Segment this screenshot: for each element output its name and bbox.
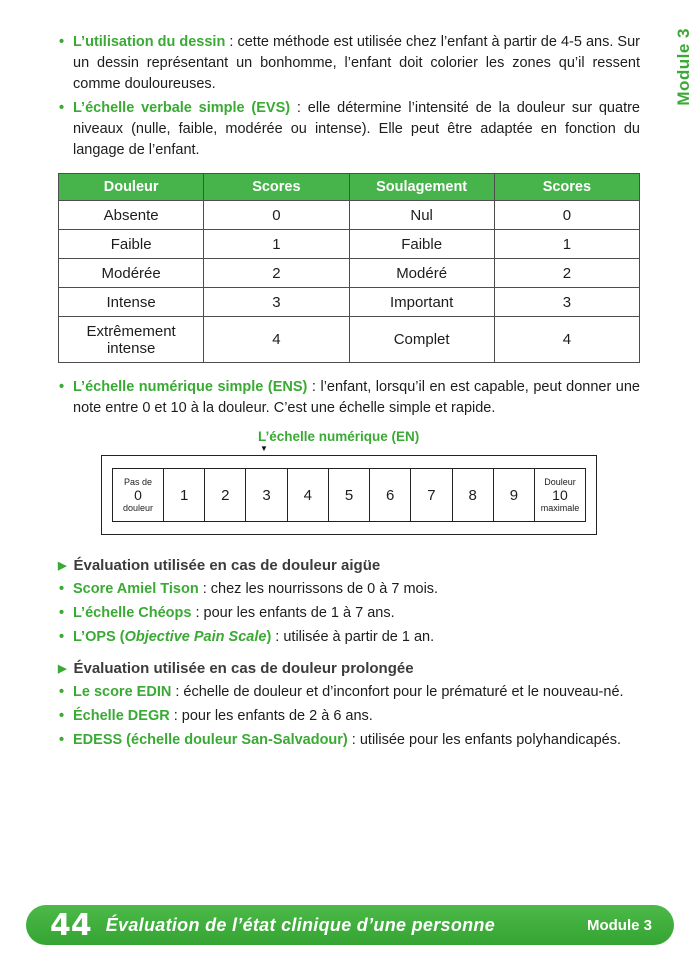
- table-cell: 2: [494, 259, 639, 288]
- bullet-icon: •: [59, 100, 65, 116]
- item-text: : pour les enfants de 2 à 6 ans.: [169, 708, 373, 724]
- table-cell: Important: [349, 288, 494, 317]
- table-row: [59, 288, 640, 317]
- section-heading: [58, 557, 640, 574]
- bullet-icon: •: [59, 629, 65, 645]
- table-cell: 1: [494, 230, 639, 259]
- scale-end-cell: [112, 468, 164, 522]
- scale-number-cell: 8: [452, 468, 494, 522]
- table-row: [59, 201, 640, 230]
- prolonged-pain-items: [58, 682, 640, 751]
- bullet-icon: •: [59, 684, 65, 700]
- scale-number-cell: 7: [410, 468, 452, 522]
- table-header-cell: Scores: [494, 174, 639, 201]
- table-cell: Nul: [349, 201, 494, 230]
- table-cell: Absente: [59, 201, 204, 230]
- item-text: : pour les enfants de 1 à 7 ans.: [191, 605, 395, 621]
- table-cell: Modérée: [59, 259, 204, 288]
- section-prolonged-pain: [58, 660, 640, 751]
- item-text: : l’enfant, lorsqu’il en est capable, peut donner une note entre 0 et 10 à la douleur. C’est une échelle simple et rapide.: [73, 379, 640, 416]
- table-cell: 2: [204, 259, 349, 288]
- scale-end-label-bottom: maximale: [540, 503, 580, 513]
- scale-number-cell: 5: [328, 468, 370, 522]
- item-lead-italic: Objective Pain Scale: [124, 629, 267, 645]
- item-lead: L’échelle verbale simple (EVS): [73, 100, 291, 116]
- item-lead: L’OPS (: [73, 629, 125, 645]
- item-text: : elle détermine l’intensité de la douleur sur quatre niveaux (nulle, faible, modérée ou intense). Elle peut être adaptée en fonction du langage de l’enfant.: [73, 100, 640, 158]
- triangle-bullet-icon: ▶: [58, 560, 67, 572]
- module-vertical-label: Module 3: [674, 28, 693, 106]
- list-item: [58, 32, 640, 95]
- bullet-icon: •: [59, 379, 65, 395]
- item-lead: EDESS (échelle douleur San-Salvadour): [73, 732, 348, 748]
- table-cell: Complet: [349, 317, 494, 363]
- scale-end-number: 10: [552, 487, 568, 503]
- table-header-cell: Douleur: [59, 174, 204, 201]
- item-text: : chez les nourrissons de 0 à 7 mois.: [198, 581, 439, 597]
- table-cell: 3: [204, 288, 349, 317]
- bullet-icon: •: [59, 581, 65, 597]
- section-heading-text: Évaluation utilisée en cas de douleur prolongée: [73, 660, 414, 677]
- table-cell: Faible: [349, 230, 494, 259]
- table-cell: 3: [494, 288, 639, 317]
- numeric-scale-box: [101, 455, 597, 535]
- scale-number-cell: 4: [287, 468, 329, 522]
- item-lead: Score Amiel Tison: [73, 581, 199, 597]
- table-header-cell: Scores: [204, 174, 349, 201]
- evs-table-header-row: [59, 174, 640, 201]
- scale-number-cell: 6: [369, 468, 411, 522]
- scale-end-number: 0: [134, 487, 142, 503]
- intro-bullet-list: [58, 32, 640, 161]
- numeric-scale-caption: L’échelle numérique (EN): [258, 429, 420, 444]
- footer-title: Évaluation de l’état clinique d’une personne: [105, 914, 496, 935]
- page-number: 44: [50, 907, 92, 943]
- list-item: [58, 682, 640, 703]
- table-cell: 4: [204, 317, 349, 363]
- item-text: : échelle de douleur et d’inconfort pour le prématuré et le nouveau-né.: [171, 684, 624, 700]
- section-heading-text: Évaluation utilisée en cas de douleur aigüe: [73, 557, 381, 574]
- table-cell: 1: [204, 230, 349, 259]
- footer-banner: [26, 905, 674, 945]
- footer-module-label: Module 3: [586, 916, 652, 934]
- scale-end-label-top: Douleur: [544, 477, 576, 487]
- section-heading: [58, 660, 640, 677]
- list-item: [58, 730, 640, 751]
- scale-number-cell: 9: [493, 468, 535, 522]
- item-text: : cette méthode est utilisée chez l’enfant à partir de 4-5 ans. Sur un dessin représentant un bonhomme, l’enfant doit colorier les zones qu’il ressent comme douloureuses.: [73, 34, 640, 92]
- scale-end-cell: [534, 468, 586, 522]
- list-item: [58, 627, 640, 648]
- evs-scores-table: [58, 173, 640, 363]
- item-text: : utilisée à partir de 1 an.: [271, 629, 435, 645]
- list-item: [58, 706, 640, 727]
- acute-pain-items: [58, 579, 640, 648]
- triangle-bullet-icon: ▶: [58, 663, 67, 675]
- scale-end-label-top: Pas de: [123, 477, 153, 487]
- bullet-icon: •: [59, 732, 65, 748]
- scale-number-cell: 2: [204, 468, 246, 522]
- item-text: : utilisée pour les enfants polyhandicapés.: [347, 732, 622, 748]
- ens-bullet-list: [58, 377, 640, 419]
- table-row: [59, 230, 640, 259]
- down-arrow-icon: ▼: [260, 444, 268, 453]
- item-lead: L’échelle Chéops: [73, 605, 192, 621]
- item-lead: Échelle DEGR: [73, 708, 170, 724]
- bullet-icon: •: [59, 605, 65, 621]
- table-cell: Modéré: [349, 259, 494, 288]
- table-cell: 0: [494, 201, 639, 230]
- numeric-scale-row: [112, 468, 586, 522]
- list-item: [58, 579, 640, 600]
- scale-number-cell: 3: [245, 468, 287, 522]
- list-item: [58, 603, 640, 624]
- table-cell: Extrêmement intense: [59, 317, 204, 363]
- bullet-icon: •: [59, 708, 65, 724]
- list-item: [58, 98, 640, 161]
- table-header-cell: Soulagement: [349, 174, 494, 201]
- table-cell: Faible: [59, 230, 204, 259]
- list-item: [58, 377, 640, 419]
- table-cell: Intense: [59, 288, 204, 317]
- item-lead: L’utilisation du dessin: [73, 34, 226, 50]
- table-row: [59, 259, 640, 288]
- item-lead-end: ): [266, 629, 272, 645]
- table-cell: 4: [494, 317, 639, 363]
- item-lead: Le score EDIN: [73, 684, 172, 700]
- scale-number-cell: 1: [163, 468, 205, 522]
- table-cell: 0: [204, 201, 349, 230]
- table-row: [59, 317, 640, 363]
- section-acute-pain: [58, 557, 640, 648]
- item-lead: L’échelle numérique simple (ENS): [73, 379, 308, 395]
- scale-end-label-bottom: douleur: [122, 503, 154, 513]
- evs-table-body: [59, 201, 640, 363]
- bullet-icon: •: [59, 34, 65, 50]
